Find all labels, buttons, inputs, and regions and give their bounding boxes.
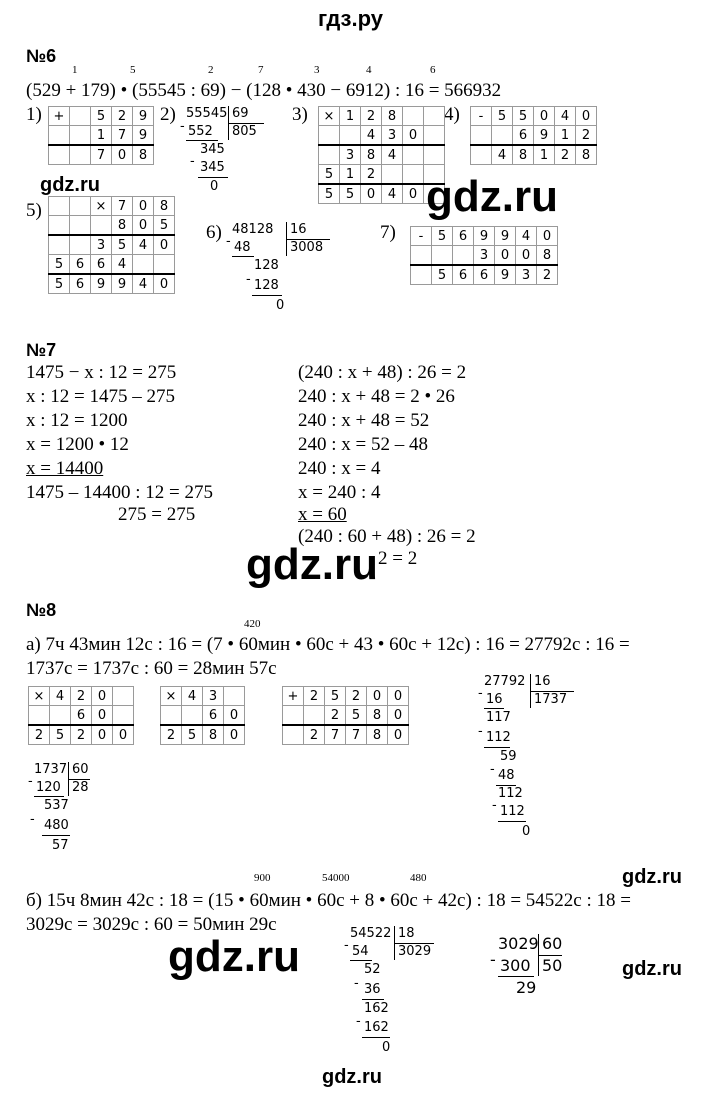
cell [70,216,91,236]
cell [161,706,182,726]
equation-line: 240 : x + 48 = 2 • 26 [298,386,455,407]
equation-line: x : 12 = 1475 – 275 [26,386,175,407]
step: 537 [44,798,69,813]
watermark: gdz.ru [622,958,682,980]
dividend: 1737 [34,762,68,777]
cell [403,165,424,185]
watermark: gdz.ru [322,1066,382,1088]
calc-table-5 [48,196,175,294]
calc-table-a3 [282,686,409,745]
subtrahend: 48 [234,240,251,255]
quotient: 805 [232,124,257,139]
order-mark: 2 [208,64,214,76]
divisor: 18 [398,926,415,941]
cell: 5 [340,184,361,204]
cell: 1 [534,145,555,165]
cell [49,197,70,216]
cell: 1 [340,165,361,185]
order-mark: 6 [430,64,436,76]
cell: 0 [113,725,134,745]
step: 117 [486,710,511,725]
step: 57 [52,838,69,853]
cell: 9 [495,265,516,285]
order-mark: 54000 [322,872,350,884]
cell: 7 [325,725,346,745]
step: 0 [382,1040,391,1055]
long-division-a2: 1737 60 28 - 120 537 - 480 57 [28,762,89,853]
cell: 7 [112,126,133,146]
cell: 2 [71,687,92,706]
equation-line: x : 12 = 1200 [26,410,128,431]
cell: 1 [340,107,361,126]
cell: 0 [516,246,537,266]
cell: 6 [70,255,91,275]
cell: 5 [432,265,453,285]
cell: 5 [112,235,133,255]
cell: + [283,687,304,706]
cell: 2 [304,687,325,706]
cell [471,145,492,165]
step: 112 [498,786,523,801]
equation-check-result: 275 = 275 [118,504,196,525]
cell [50,706,71,726]
step: 112 [500,804,525,819]
cell: 2 [537,265,558,285]
cell: 3 [203,687,224,706]
cell: 5 [432,227,453,246]
cell [304,706,325,726]
cell [113,687,134,706]
dividend: 48128 [232,222,274,237]
cell: 4 [133,274,154,294]
cell: 5 [513,107,534,126]
cell: 0 [92,725,113,745]
long-division-b1: 54522 18 3029 - 54 52 - 36 162 - 162 0 [350,926,450,1076]
cell: 5 [492,107,513,126]
cell [91,216,112,236]
cell: 6 [474,265,495,285]
cell: 8 [361,145,382,165]
cell [424,145,445,165]
cell: × [91,197,112,216]
site-title: гдз.ру [318,6,383,31]
cell: 7 [112,197,133,216]
cell: 0 [388,687,409,706]
step: 16 [486,692,503,707]
equation-line: 1475 − x : 12 = 275 [26,362,177,383]
step: 48 [498,768,515,783]
part-b-line: 3029с = 3029с : 60 = 50мин 29с [26,914,277,935]
equation-line: 240 : x = 4 [298,458,381,479]
cell: 5 [49,274,70,294]
cell: 0 [224,725,245,745]
cell [403,145,424,165]
cell [29,706,50,726]
cell [492,126,513,146]
cell [113,706,134,726]
cell [283,725,304,745]
order-mark: 1 [72,64,78,76]
step: 120 [36,780,61,795]
cell [403,107,424,126]
step: 52 [364,962,381,977]
cell: 0 [576,107,597,126]
cell: 5 [154,216,175,236]
cell: 6 [71,706,92,726]
calc-table-a2 [160,686,245,745]
cell [49,145,70,165]
cell: 8 [576,145,597,165]
equation-answer: x = 14400 [26,458,104,479]
equation-line: 240 : x + 48 = 52 [298,410,430,431]
cell: 3 [91,235,112,255]
cell: 8 [382,107,403,126]
quotient: 28 [72,780,89,795]
step: 480 [44,818,69,833]
cell: 9 [474,227,495,246]
quotient: 50 [542,956,563,975]
cell: 0 [388,725,409,745]
cell: 0 [92,687,113,706]
order-mark: 7 [258,64,264,76]
cell [283,706,304,726]
step: 162 [364,1020,389,1035]
divisor: 60 [72,762,89,777]
cell: 2 [346,687,367,706]
task-8-heading: №8 [26,600,57,620]
cell [424,126,445,146]
watermark: gdz.ru [622,866,682,888]
step-label: 2) [160,104,176,125]
calc-table-4 [470,106,597,165]
cell: 0 [154,274,175,294]
cell [432,246,453,266]
cell: 8 [154,197,175,216]
long-division-6: 48128 16 3008 - 48 128 - 128 0 [232,222,332,322]
equation-line: 240 : x = 52 – 48 [298,434,428,455]
cell: 9 [112,274,133,294]
divisor: 16 [290,222,307,237]
cell: 9 [133,126,154,146]
cell [224,687,245,706]
cell: 2 [304,725,325,745]
cell: 2 [361,165,382,185]
step: 59 [500,749,517,764]
cell: 4 [182,687,203,706]
cell: 2 [71,725,92,745]
watermark: gdz.ru [246,540,378,589]
cell [49,126,70,146]
order-mark: 3 [314,64,320,76]
remainder: 0 [276,298,285,313]
step: 54 [352,944,369,959]
cell: 9 [133,107,154,126]
step-label: 4) [444,104,460,125]
cell [154,255,175,275]
cell: 2 [112,107,133,126]
cell: 2 [161,725,182,745]
cell: 3 [340,145,361,165]
cell [453,246,474,266]
cell: 0 [537,227,558,246]
order-mark: 900 [254,872,271,884]
cell: 8 [203,725,224,745]
divisor: 60 [542,934,563,953]
task-7-heading: №7 [26,340,57,360]
order-mark: 480 [410,872,427,884]
quotient: 1737 [534,692,568,707]
cell: 2 [555,145,576,165]
cell: 5 [346,706,367,726]
cell: 6 [91,255,112,275]
cell: 5 [325,687,346,706]
cell: 3 [474,246,495,266]
cell: 2 [576,126,597,146]
step: 162 [364,1001,389,1016]
cell: 7 [91,145,112,165]
cell [49,235,70,255]
watermark: gdz.ru [40,174,100,196]
cell: 6 [70,274,91,294]
cell: 5 [319,184,340,204]
watermark: gdz.ru [168,932,300,981]
cell: 6 [453,227,474,246]
step: 36 [364,982,381,997]
cell: 8 [537,246,558,266]
quotient: 3008 [290,240,324,255]
cell: 4 [361,126,382,146]
subtrahend: 128 [254,278,279,293]
cell: 0 [403,126,424,146]
calc-table-7 [410,226,558,285]
cell: 6 [513,126,534,146]
cell: 8 [513,145,534,165]
step-label: 5) [26,200,42,221]
equation-line: x = 1200 • 12 [26,434,129,455]
cell: 2 [325,706,346,726]
cell: 8 [112,216,133,236]
cell: 5 [319,165,340,185]
cell: - [471,107,492,126]
watermark: gdz.ru [426,172,558,221]
order-mark: 4 [366,64,372,76]
cell: 0 [154,235,175,255]
cell: 6 [203,706,224,726]
step-label: 6) [206,222,222,243]
cell [411,246,432,266]
cell: 4 [50,687,71,706]
cell: 4 [516,227,537,246]
step: 29 [516,978,537,997]
cell: 4 [382,145,403,165]
cell: 2 [29,725,50,745]
cell: 9 [534,126,555,146]
equation-check: 1475 – 14400 : 12 = 275 [26,482,213,503]
order-mark: 5 [130,64,136,76]
dividend: 27792 [484,674,526,689]
cell: 0 [224,706,245,726]
remainder: 128 [254,258,279,273]
cell: 9 [91,274,112,294]
equation-check-result: 2 = 2 [378,548,418,569]
cell: 1 [555,126,576,146]
step: 112 [486,730,511,745]
cell [411,265,432,285]
cell: 3 [516,265,537,285]
cell [424,107,445,126]
cell: 8 [133,145,154,165]
cell: 0 [403,184,424,204]
cell: 8 [367,706,388,726]
remainder: 0 [210,179,219,194]
step: 300 [500,956,531,975]
cell [319,126,340,146]
dividend: 3029 [498,934,539,953]
cell [70,107,91,126]
dividend: 55545 [186,106,228,121]
equation-line: (240 : x + 48) : 26 = 2 [298,362,467,383]
task-6-expression: (529 + 179) • (55545 : 69) − (128 • 430 − 6912) : 16 = 566932 [26,80,502,101]
subtrahend: 345 [200,160,225,175]
cell: 5 [49,255,70,275]
long-division-2: 55545 69 805 - 552 345 - 345 0 [186,106,286,216]
cell: 5 [91,107,112,126]
cell: 0 [133,197,154,216]
cell [70,197,91,216]
equation-check: (240 : 60 + 48) : 26 = 2 [298,526,476,547]
order-mark: 420 [244,618,261,630]
cell: 4 [133,235,154,255]
step: 0 [522,824,531,839]
cell [382,165,403,185]
cell: 4 [382,184,403,204]
cell [70,235,91,255]
dividend: 54522 [350,926,392,941]
divisor: 16 [534,674,551,689]
divisor: 69 [232,106,249,121]
part-b-line: б) 15ч 8мин 42с : 18 = (15 • 60мин • 60с + 8 • 60с + 42с) : 18 = 54522с : 18 = [26,890,631,911]
cell: 0 [112,145,133,165]
cell: 5 [50,725,71,745]
cell [70,126,91,146]
cell [340,126,361,146]
cell: 0 [92,706,113,726]
cell [471,126,492,146]
cell: 0 [133,216,154,236]
cell: × [319,107,340,126]
cell: - [411,227,432,246]
cell: 0 [361,184,382,204]
cell: + [49,107,70,126]
cell: 0 [367,687,388,706]
step-label: 1) [26,104,42,125]
cell: 4 [555,107,576,126]
cell: 6 [453,265,474,285]
step-label: 7) [380,222,396,243]
cell: 2 [361,107,382,126]
cell: 8 [367,725,388,745]
cell: 4 [492,145,513,165]
cell: 1 [91,126,112,146]
quotient: 3029 [398,944,432,959]
cell [319,145,340,165]
equation-line: x = 240 : 4 [298,482,381,503]
cell: 0 [495,246,516,266]
cell: × [29,687,50,706]
calc-table-a1 [28,686,134,745]
cell: 7 [346,725,367,745]
part-a-line: 1737с = 1737с : 60 = 28мин 57с [26,658,277,679]
cell: 5 [182,725,203,745]
cell: × [161,687,182,706]
remainder: 345 [200,142,225,157]
cell [182,706,203,726]
long-division-a1: 27792 16 1737 - 16 117 - 112 59 - 48 112 - 112 0 [484,674,584,844]
calc-table-1 [48,106,154,165]
step-label: 3) [292,104,308,125]
cell [49,216,70,236]
cell: 0 [388,706,409,726]
long-division-b2: 3029 60 50 - 300 29 [490,934,563,997]
cell: 0 [534,107,555,126]
cell: 3 [382,126,403,146]
equation-answer: x = 60 [298,504,347,525]
cell [133,255,154,275]
task-6-heading: №6 [26,46,57,66]
subtrahend: 552 [188,124,213,139]
cell: 9 [495,227,516,246]
cell: 4 [112,255,133,275]
part-a-line: а) 7ч 43мин 12с : 16 = (7 • 60мин • 60с + 43 • 60с + 12с) : 16 = 27792с : 16 = [26,634,630,655]
cell [70,145,91,165]
